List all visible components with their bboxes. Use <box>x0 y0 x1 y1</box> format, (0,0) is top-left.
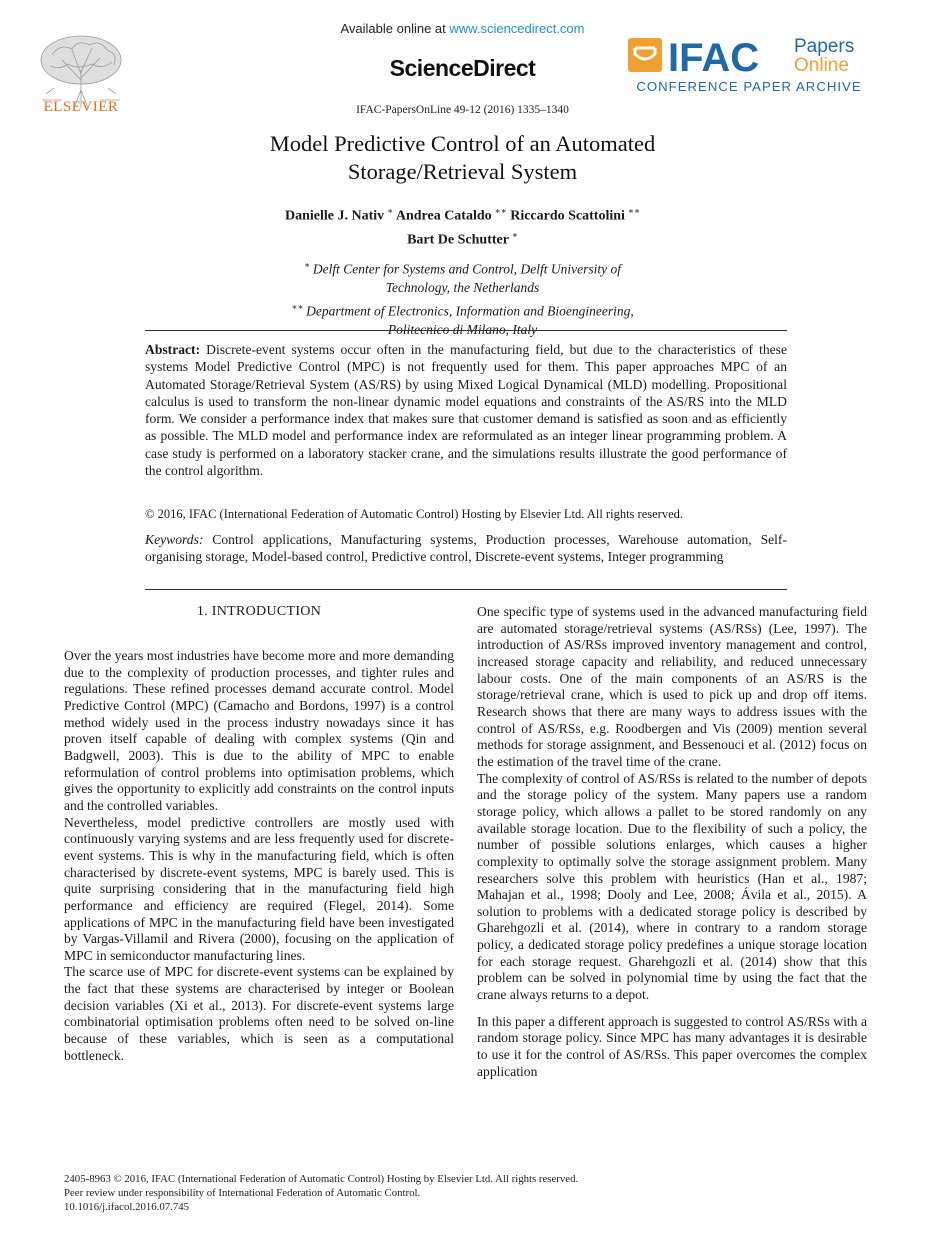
ifac-subtitle: CONFERENCE PAPER ARCHIVE <box>636 79 862 94</box>
sciencedirect-link[interactable]: www.sciencedirect.com <box>449 21 585 36</box>
keywords <box>145 531 787 566</box>
affiliation-line: Department of Electronics, Information and Bioengineering, <box>306 303 634 318</box>
available-prefix: Available online at <box>340 21 450 36</box>
right-column <box>477 604 867 1080</box>
ifac-word: IFAC <box>668 36 760 80</box>
author-mark: ∗ <box>386 206 394 216</box>
title-line-2: Storage/Retrieval System <box>347 159 578 184</box>
abstract-bottom-rule <box>145 589 787 590</box>
author-mark: ∗∗ <box>627 206 640 216</box>
abstract-text: Discrete-event systems occur often in the manufacturing field, but due to the characteristics of these systems Model Predictive Control (MPC) is not frequently used for them. This paper approaches MPC of an Automated Storage/Retrieval System (AS/RS) by using Mixed Logical Dynamical (MLD) modelling. Propositional calculus is used to transform the non-linear dynamic model equations and constraints of the AS/RS into the MLD form. We consider a performance index that makes sure that customer demand is satisfied as soon and as efficiently as possible. The MLD model and performance index are reformulated as an integer linear programming problem. A case study is performed on a laboratory stacker crane, and the simulations results illustrate the good performance of the control algorithm. <box>145 342 787 479</box>
paper-title <box>0 130 925 186</box>
affiliation-mark: ∗∗ <box>291 301 304 312</box>
paragraph: Over the years most industries have become more and more demanding due to the complexity of production processes, and tighter rules and regulations. These refined processes demand accurate control. Model Predictive Control (MPC) (Camacho and Bordons, 1997) is a control method widely used in the process industry nowadays since it has proven itself capable of dealing with complex systems (Qin and Badgwell, 2003). This is due to the ability of MPC to enable reformulation of control problems into optimisation problems, which gives the opportunity to explicitly add constraints on the control inputs and the controlled variables. <box>64 648 454 813</box>
author-name: Andrea Cataldo <box>395 208 492 224</box>
keywords-label: Keywords: <box>145 532 204 547</box>
abstract <box>145 341 787 479</box>
author-name: Bart De Schutter <box>407 232 509 248</box>
footer-issn-line: 2405-8963 © 2016, IFAC (International Federation of Automatic Control) Hosting by Elsevier Ltd. All rights reserved. <box>64 1173 579 1185</box>
ifac-papers-word: Papers <box>794 36 855 57</box>
paragraph: One specific type of systems used in the advanced manufacturing field are automated storage/retrieval systems (AS/RSs) (Lee, 1997). The introduction of AS/RSs improved inventory management and control, increased storage capacity and reliability, and reduced unnecessary labour costs. One of the main components of an AS/RS is the storage/retrieval crane, which is used to pick up and drop off items. Research shows that there are many ways to address issues with the control of AS/RSs, e.g. Roodbergen and Vis (2009) mention several methods for storage assignment, and Bessenouci et al. (2012) focus on the estimation of the travel time of the crane. <box>477 604 867 769</box>
footer-doi-line[interactable]: 10.1016/j.ifacol.2016.07.745 <box>64 1200 190 1213</box>
keywords-text: Control applications, Manufacturing systems, Production processes, Warehouse automation, Self-organising storage, Model-based control, Predictive control, Discrete-event systems, Integer programming <box>145 532 787 565</box>
title-line-1: Model Predictive Control of an Automated <box>269 131 656 156</box>
author-name: Riccardo Scattolini <box>510 208 625 224</box>
section-heading: 1. INTRODUCTION <box>196 604 322 619</box>
ifac-online-word: Online <box>794 55 849 76</box>
abstract-top-rule <box>145 330 787 331</box>
paragraph: Nevertheless, model predictive controllers are mostly used with continuously varying systems and are less frequently used for discrete-event systems. This is why in the manufacturing field, which is often characterised by discrete-event systems, MPC is barely used. This is quite surprising considering that in the manufacturing field high performance and efficiency are required (Flegel, 2014). Some applications of MPC in the manufacturing field have been investigated by Vargas-Villamil and Rivera (2000), focusing on the application of MPC in semiconductor manufacturing lines. <box>64 814 454 963</box>
sciencedirect-brand: ScienceDirect <box>389 55 536 81</box>
paragraph: The scarce use of MPC for discrete-event systems can be explained by the fact that these systems are characterised by integer or Boolean decision variables (Xi et al., 2013). For discrete-event systems large combinatorial optimisation problems often need to be solved on-line because of these variables, which is seen as a computational bottleneck. <box>64 964 454 1063</box>
author-name: Danielle J. Nativ <box>285 208 385 224</box>
affiliations <box>0 256 925 339</box>
elsevier-wordmark: ELSEVIER <box>43 99 119 115</box>
ifac-emblem-icon <box>628 38 662 72</box>
footer-peer-review-line: Peer review under responsibility of International Federation of Automatic Control. <box>64 1186 421 1199</box>
abstract-label: Abstract: <box>145 342 201 357</box>
affiliation-mark: ∗ <box>304 260 311 270</box>
journal-reference: IFAC-PapersOnLine 49-12 (2016) 1335–1340 <box>356 104 569 116</box>
paragraph: In this paper a different approach is suggested to control AS/RSs with a random storage policy. Since MPC has many advantages it is desirable to use it for the control of AS/RSs. This paper overcomes the complex application <box>477 1013 867 1079</box>
affiliation-line: Politecnico di Milano, Italy <box>387 321 538 337</box>
author-mark: ∗ <box>511 229 518 240</box>
affiliation-line: Technology, the Netherlands <box>385 280 540 295</box>
page-footer <box>64 1173 864 1214</box>
affiliation-line: Delft Center for Systems and Control, Delft University of <box>312 261 621 277</box>
left-column <box>64 648 454 1064</box>
paragraph: The complexity of control of AS/RSs is related to the number of depots and the storage policy of the system. Many papers use a random storage policy, which allows a pallet to be stored randomly on any available storage location. Due to the flexibility of such a policy, the number of possible solutions enlarges, which causes a higher complexity to optimally solve the storage assignment problem. Many researchers solve this problem with heuristics (Han et al., 1987; Mahajan et al., 1998; Dooly and Lee, 2008; Ávila et al., 2015). A solution to problems with a dedicated storage policy is described by Gharehgozli et al. (2014), where in contrary to a random storage policy, a dedicated storage policy predefines a unique storage location for each storage request. Gharehgozli et al. (2014) show that this problem can be solved in polynomial time by using the fact that the crane always returns to a depot. <box>477 770 867 1003</box>
author-mark: ∗∗ <box>494 206 507 216</box>
copyright-notice: © 2016, IFAC (International Federation of Automatic Control) Hosting by Elsevier Ltd. All rights reserved. <box>145 507 683 521</box>
author-list <box>0 202 925 249</box>
